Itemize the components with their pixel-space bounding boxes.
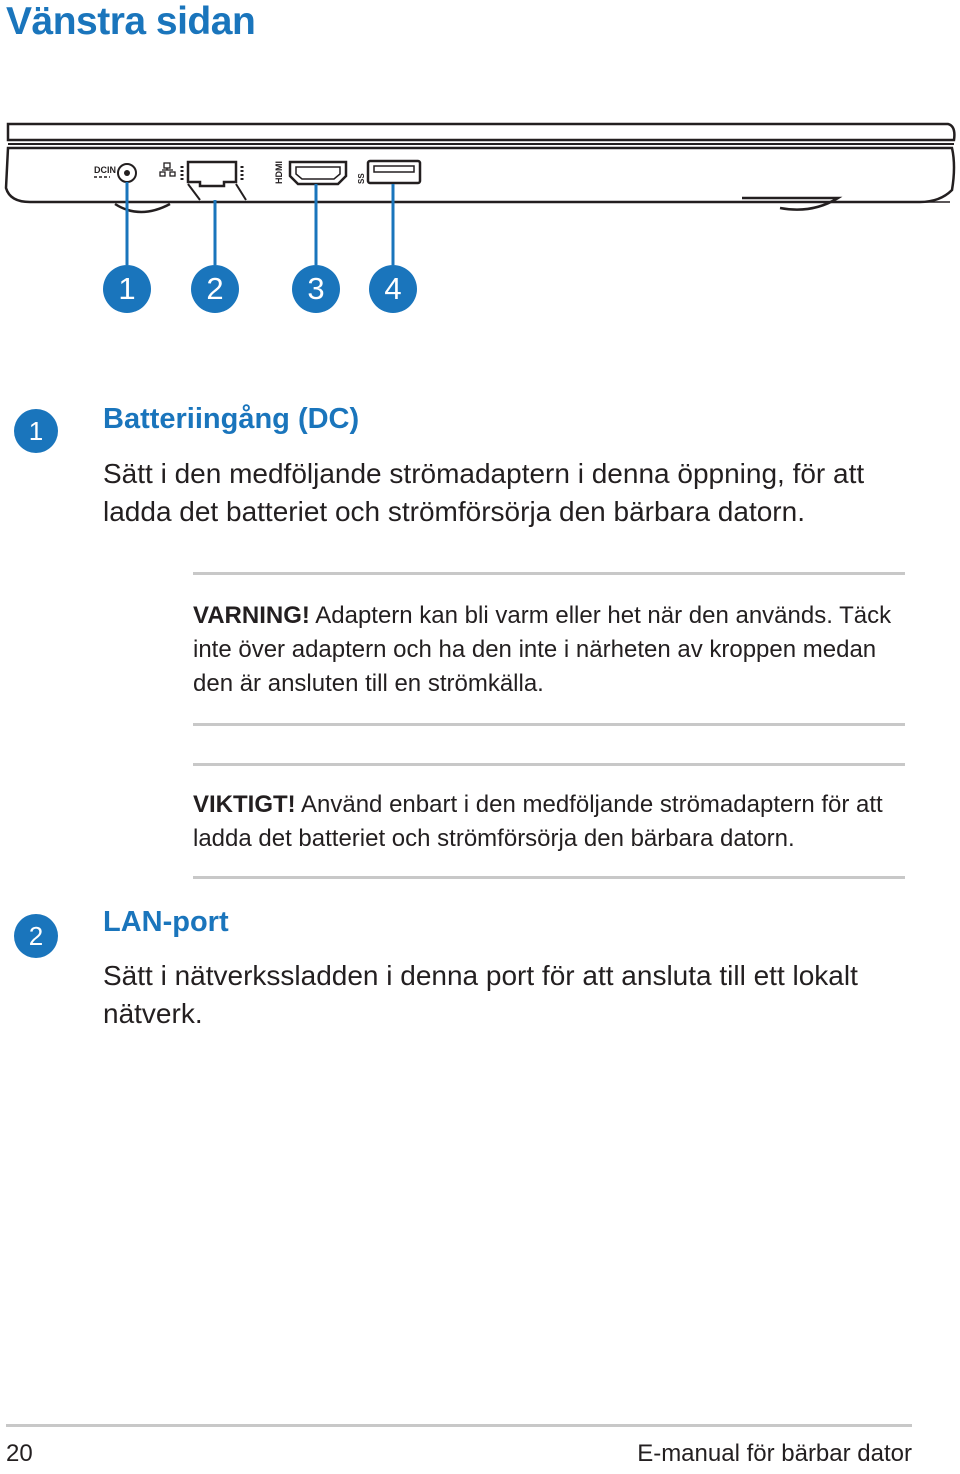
hdmi-port (290, 162, 346, 184)
warning-text: Adaptern kan bli varm eller het när den används. Täck inte över adaptern och ha den inte i närheten av kroppen medan den är ansluten till en strömkälla. (193, 602, 892, 697)
important-note-text (193, 788, 905, 856)
important-note (193, 763, 905, 879)
laptop-base (6, 148, 954, 202)
section-body-dc-input: Sätt i den medföljande strömadaptern i denna öppning, för att ladda det batteriet och strömförsörja den bärbara datorn. (103, 458, 865, 527)
dcin-label: DCIN (94, 165, 116, 175)
callout-marker-2: 2 (191, 265, 239, 313)
laptop-lid (8, 124, 954, 140)
section-heading-lan-port: LAN-port (103, 906, 229, 938)
page-number: 20 (6, 1440, 33, 1467)
warning-note (193, 572, 905, 726)
warning-label: VARNING! (193, 602, 310, 629)
callout-marker-4: 4 (369, 265, 417, 313)
section-number-badge-2: 2 (14, 914, 58, 958)
footer-divider (6, 1424, 912, 1427)
front-foot (115, 204, 170, 212)
lan-port (188, 162, 236, 186)
important-label: VIKTIGT! (193, 791, 296, 818)
section-number-badge-1: 1 (14, 409, 58, 453)
manual-title: E-manual för bärbar dator (637, 1440, 912, 1467)
callout-marker-3: 3 (292, 265, 340, 313)
important-text: Använd enbart i den medföljande strömadaptern för att ladda det batteriet och strömförsörja den bärbara datorn. (193, 791, 883, 852)
warning-note-text (193, 599, 905, 701)
laptop-left-side-diagram (0, 110, 960, 330)
hdmi-label: HDMI (274, 161, 284, 184)
section-body-lan-port: Sätt i nätverkssladden i denna port för att ansluta till ett lokalt nätverk. (103, 960, 858, 1029)
section-heading-dc-input: Batteriingång (DC) (103, 403, 360, 435)
page-title: Vänstra sidan (6, 0, 256, 43)
superspeed-usb-label: SS (357, 173, 366, 184)
callout-marker-1: 1 (103, 265, 151, 313)
